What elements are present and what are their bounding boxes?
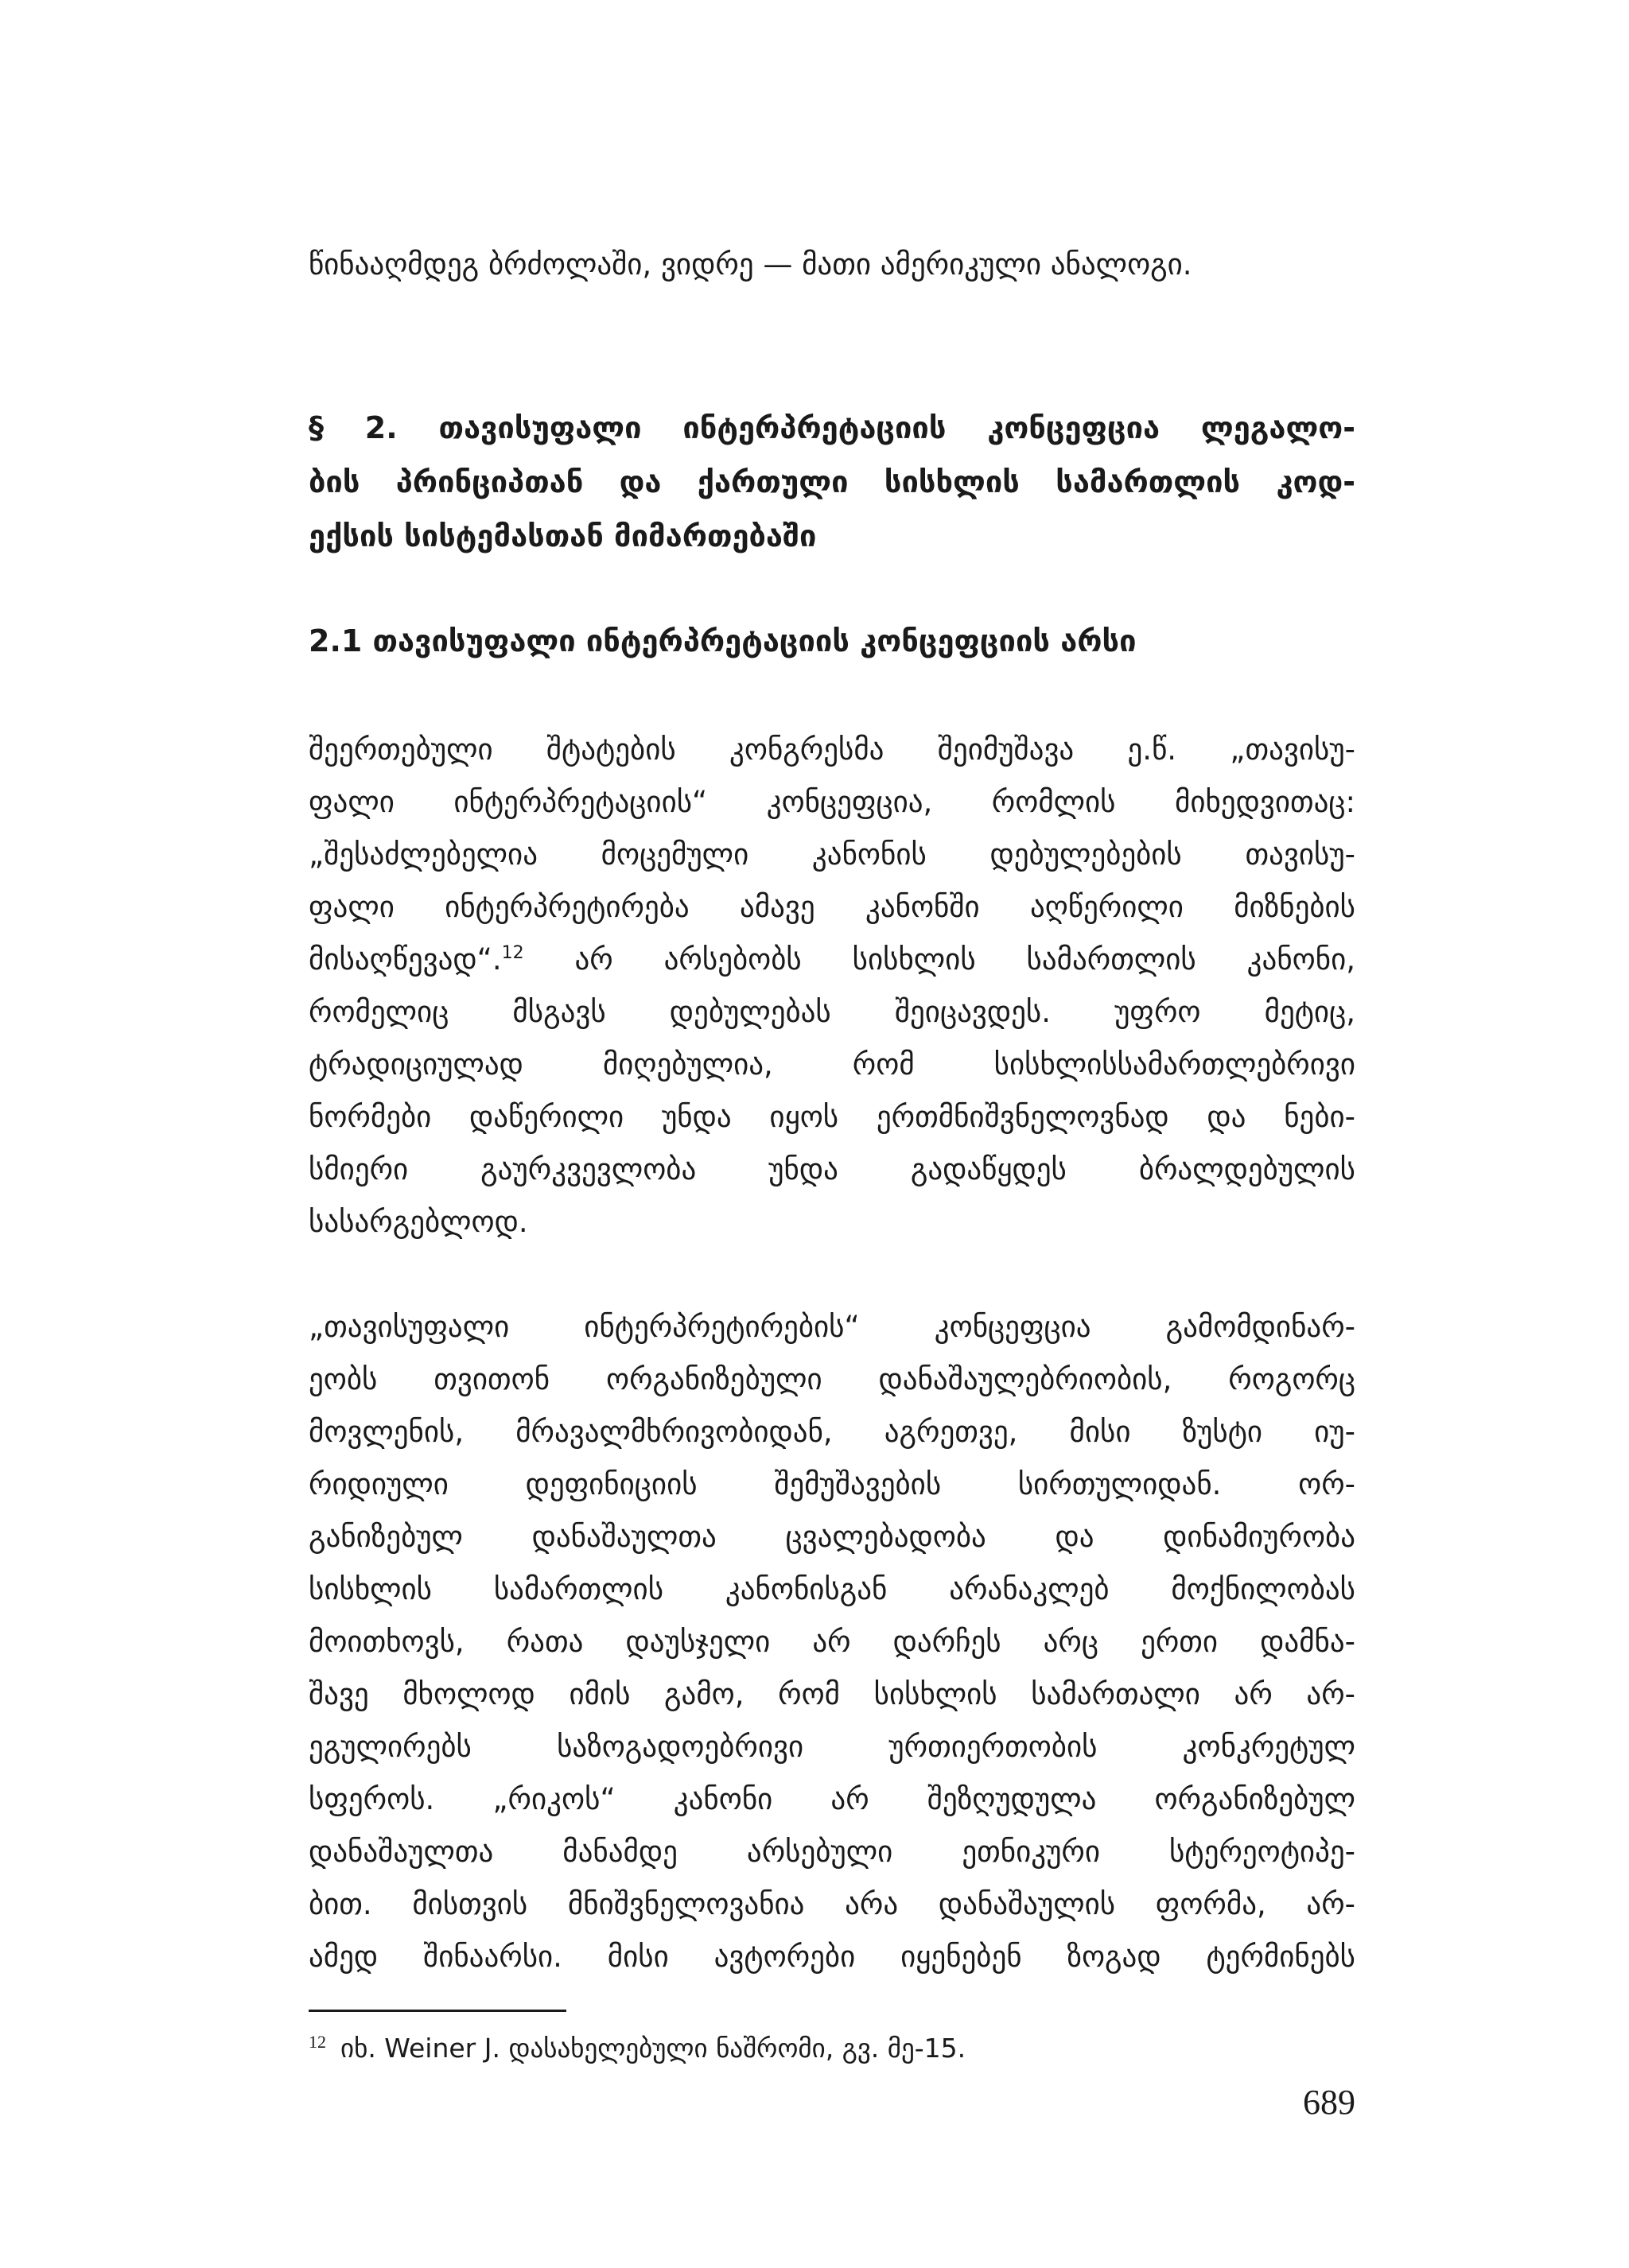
text-line: განიზებულ დანაშაულთა ცვალებადობა და დინამიურობა (309, 1520, 1355, 1554)
text-line: „თავისუფალი ინტერპრეტირების“ კონცეფცია გამომდინარ- (309, 1310, 1355, 1344)
page-body (309, 239, 1355, 1983)
text-line: ბით. მისთვის მნიშვნელოვანია არა დანაშაულის ფორმა, არ- (309, 1887, 1355, 1921)
heading-line: ექსის სისტემასთან მიმართებაში (309, 518, 817, 553)
footnote-number: 12 (309, 2032, 326, 2052)
text-line: რომელიც მსგავს დებულებას შეიცავდეს. უფრო მეტიც, (309, 995, 1355, 1029)
text-line: „შესაძლებელია მოცემული კანონის დებულებების თავისუ- (309, 837, 1355, 872)
text-line: მოვლენის, მრავალმხრივობიდან, აგრეთვე, მისი ზუსტი იუ- (309, 1415, 1355, 1449)
text-line: ტრადიციულად მიღებულია, რომ სისხლისსამართლებრივი (309, 1047, 1355, 1082)
text-line: სასარგებლოდ. (309, 1205, 528, 1239)
text-line: შეერთებული შტატების კონგრესმა შეიმუშავა ე.წ. „თავისუ- (309, 732, 1355, 767)
text-line: მოითხოვს, რათა დაუსჯელი არ დარჩეს არც ერთი დამნა- (309, 1625, 1355, 1659)
text-line: ნორმები დაწერილი უნდა იყოს ერთმნიშვნელოვნად და ნები- (309, 1100, 1355, 1134)
footnote (309, 2020, 1355, 2071)
intro-text (309, 239, 1355, 291)
section-heading (309, 401, 1355, 563)
text-line: სისხლის სამართლის კანონისგან არანაკლებ მოქნილობას (309, 1572, 1355, 1606)
text-line: რიდიული დეფინიციის შემუშავების სირთულიდან. ორ- (309, 1467, 1355, 1501)
heading-line: 2.1 თავისუფალი ინტერპრეტაციის კონცეფციის არსი (309, 623, 1137, 658)
text-line: შავე მხოლოდ იმის გამო, რომ სისხლის სამართალი არ არ- (309, 1677, 1355, 1711)
subsection-heading (309, 614, 1355, 668)
footnote-text: იხ. Weiner J. დასახელებული ნაშრომი, გვ. მე-15. (340, 2033, 966, 2064)
text-line: დანაშაულთა მანამდე არსებული ეთნიკური სტერეოტიპე- (309, 1835, 1355, 1869)
text-line: ეობს თვითონ ორგანიზებული დანაშაულებრიობის, როგორც (309, 1362, 1355, 1396)
text-line: ფალი ინტერპრეტირება ამავე კანონში აღწერილი მიზნების (309, 890, 1355, 924)
text-segment: არ არსებობს სისხლის სამართლის კანონი, (523, 942, 1355, 977)
page-number: 689 (1303, 2083, 1355, 2122)
footnote-separator (309, 2010, 566, 2012)
text-line: ეგულირებს საზოგადოებრივი ურთიერთობის კონკრეტულ (309, 1730, 1355, 1764)
text-line: წინააღმდეგ ბრძოლაში, ვიდრე — მათი ამერიკული ანალოგი. (309, 247, 1192, 282)
text-line: სფეროს. „რიკოს“ კანონი არ შეზღუდულა ორგანიზებულ (309, 1782, 1355, 1816)
text-line (309, 934, 1355, 986)
paragraph-2 (309, 1301, 1355, 1983)
text-line: სმიერი გაურკვევლობა უნდა გადაწყდეს ბრალდებულის (309, 1152, 1355, 1186)
text-line: ფალი ინტერპრეტაციის“ კონცეფცია, რომლის მიხედვითაც: (309, 785, 1355, 819)
paragraph-1 (309, 724, 1355, 1249)
text-line: ამედ შინაარსი. მისი ავტორები იყენებენ ზოგად ტერმინებს (309, 1940, 1355, 1974)
footnote-reference[interactable]: 12 (501, 943, 524, 963)
heading-line: § 2. თავისუფალი ინტერპრეტაციის კონცეფცია ლეგალო- (309, 410, 1355, 445)
heading-line: ბის პრინციპთან და ქართული სისხლის სამართლის კოდ- (309, 464, 1355, 499)
text-segment: მისაღწევად“. (309, 942, 502, 977)
